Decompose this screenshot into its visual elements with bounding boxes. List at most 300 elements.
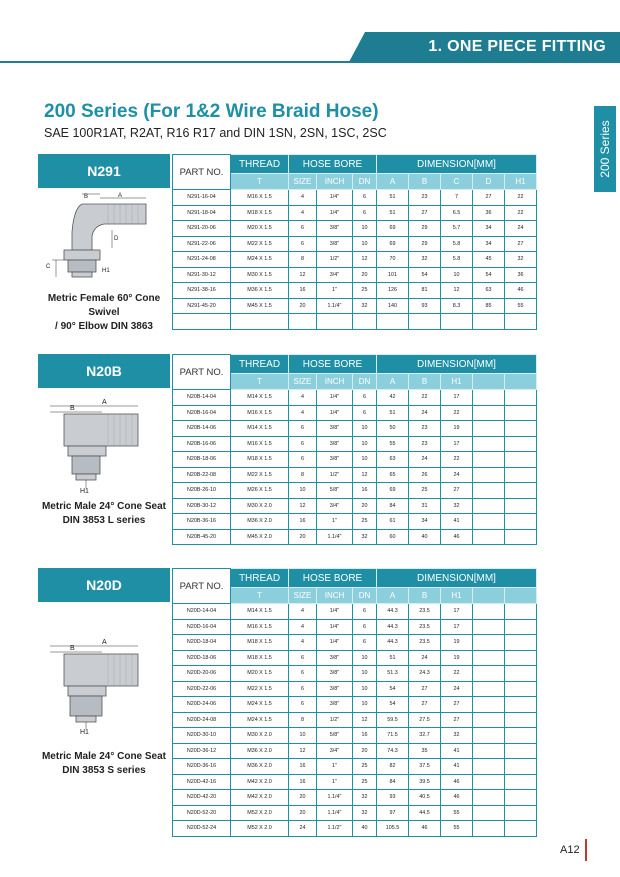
cell-inch: 3/8" bbox=[317, 236, 353, 252]
cell-dim-4 bbox=[473, 529, 505, 545]
cell-inch: 1/2" bbox=[317, 252, 353, 268]
cell-dim-1: 84 bbox=[377, 774, 409, 790]
cell-dim-1: 105.5 bbox=[377, 821, 409, 837]
description-line-2: DIN 3853 L series bbox=[62, 515, 146, 526]
cell-dn: 12 bbox=[353, 252, 377, 268]
cell-thread: M18 X 1.5 bbox=[231, 452, 289, 468]
cell-dim-5 bbox=[505, 604, 537, 620]
cell-dim-2: 27 bbox=[409, 205, 441, 221]
cell-dim-2: 25 bbox=[409, 483, 441, 499]
cell-dim-3: 19 bbox=[441, 421, 473, 437]
series-side-tab-label: 200 Series bbox=[598, 120, 612, 178]
cell-dn: 6 bbox=[353, 619, 377, 635]
table-row bbox=[173, 712, 537, 728]
cell-inch: 1.1/4" bbox=[317, 790, 353, 806]
table-row bbox=[173, 467, 537, 483]
cell-inch: 3/4" bbox=[317, 743, 353, 759]
col-part-no: PART NO. bbox=[173, 569, 231, 604]
cell-dim-1: 54 bbox=[377, 697, 409, 713]
cell-part-no: N291-45-20 bbox=[173, 298, 231, 314]
cell-dim-2: 35 bbox=[409, 743, 441, 759]
cell-dim-2: 29 bbox=[409, 221, 441, 237]
chapter-banner bbox=[365, 32, 620, 62]
cell-part-no: N291-22-06 bbox=[173, 236, 231, 252]
table-row bbox=[173, 390, 537, 406]
table-row bbox=[173, 436, 537, 452]
cell-part-no: N291-30-12 bbox=[173, 267, 231, 283]
table-row bbox=[173, 483, 537, 499]
cell-dim-5: 27 bbox=[505, 236, 537, 252]
page-subtitle: SAE 100R1AT, R2AT, R16 R17 and DIN 1SN, 2SN, 1SC, 2SC bbox=[44, 126, 387, 140]
cell-inch: 1" bbox=[317, 514, 353, 530]
cell-dim-2: 23 bbox=[409, 421, 441, 437]
cell-dim-1: 70 bbox=[377, 252, 409, 268]
cell-dim-3: 5.8 bbox=[441, 236, 473, 252]
model-label: N20B bbox=[38, 354, 170, 388]
cell-dn: 6 bbox=[353, 390, 377, 406]
cell-size: 4 bbox=[289, 635, 317, 651]
cell-thread: M42 X 2.0 bbox=[231, 774, 289, 790]
cell-dim-3: 24 bbox=[441, 467, 473, 483]
cell-thread: M16 X 1.5 bbox=[231, 190, 289, 206]
cell-dim-5 bbox=[505, 390, 537, 406]
cell-dim-5 bbox=[505, 697, 537, 713]
cell-thread: M18 X 1.5 bbox=[231, 205, 289, 221]
col-part-no: PART NO. bbox=[173, 355, 231, 390]
cell-dim-1: 63 bbox=[377, 452, 409, 468]
cell-dn: 6 bbox=[353, 635, 377, 651]
col-dn: DN bbox=[353, 374, 377, 390]
cell-dim-1: 42 bbox=[377, 390, 409, 406]
series-side-tab bbox=[594, 106, 616, 192]
dim-label-d: D bbox=[114, 236, 119, 242]
cell-dn: 16 bbox=[353, 728, 377, 744]
model-label: N20D bbox=[38, 568, 170, 602]
fitting-description bbox=[38, 750, 170, 778]
cell-thread: M24 X 1.5 bbox=[231, 252, 289, 268]
cell-thread: M26 X 1.5 bbox=[231, 483, 289, 499]
cell-dim-1: 44.3 bbox=[377, 635, 409, 651]
cell-dim-4: 63 bbox=[473, 283, 505, 299]
cell-dim-1 bbox=[377, 314, 409, 330]
col-dim-h1: H1 bbox=[441, 374, 473, 390]
cell-thread bbox=[231, 314, 289, 330]
cell-dim-2: 44.5 bbox=[409, 805, 441, 821]
cell-inch: 3/8" bbox=[317, 452, 353, 468]
cell-dim-2: 40 bbox=[409, 529, 441, 545]
cell-dim-2: 37.5 bbox=[409, 759, 441, 775]
cell-dim-1: 51 bbox=[377, 205, 409, 221]
footer-rule bbox=[585, 839, 587, 861]
cell-dim-5 bbox=[505, 314, 537, 330]
cell-dn: 12 bbox=[353, 467, 377, 483]
table-row bbox=[173, 759, 537, 775]
cell-part-no: N20D-36-12 bbox=[173, 743, 231, 759]
cell-size: 8 bbox=[289, 252, 317, 268]
cell-thread: M16 X 1.5 bbox=[231, 436, 289, 452]
cell-inch: 1/4" bbox=[317, 390, 353, 406]
cell-inch: 1/2" bbox=[317, 712, 353, 728]
cell-dim-3: 22 bbox=[441, 666, 473, 682]
cell-part-no: N20D-20-06 bbox=[173, 666, 231, 682]
cell-part-no: N20B-45-20 bbox=[173, 529, 231, 545]
cell-thread: M36 X 2.0 bbox=[231, 759, 289, 775]
cell-dn: 10 bbox=[353, 236, 377, 252]
cell-dim-3: 27 bbox=[441, 697, 473, 713]
cell-inch: 1/4" bbox=[317, 619, 353, 635]
cell-dim-5: 24 bbox=[505, 221, 537, 237]
cell-size: 8 bbox=[289, 712, 317, 728]
table-row bbox=[173, 821, 537, 837]
cell-dim-4: 27 bbox=[473, 190, 505, 206]
col-dim-b: B bbox=[409, 174, 441, 190]
cell-dim-1: 44.3 bbox=[377, 604, 409, 620]
cell-dim-5 bbox=[505, 436, 537, 452]
cell-size bbox=[289, 314, 317, 330]
table-row bbox=[173, 221, 537, 237]
cell-size: 16 bbox=[289, 283, 317, 299]
cell-dim-2: 23.5 bbox=[409, 604, 441, 620]
col-size: SIZE bbox=[289, 588, 317, 604]
cell-dim-4 bbox=[473, 483, 505, 499]
cell-dim-1: 69 bbox=[377, 221, 409, 237]
col-dim-h1: H1 bbox=[505, 174, 537, 190]
cell-dim-4 bbox=[473, 697, 505, 713]
col-size: SIZE bbox=[289, 174, 317, 190]
cell-thread: M42 X 2.0 bbox=[231, 790, 289, 806]
col-inch: INCH bbox=[317, 588, 353, 604]
cell-inch: 5/8" bbox=[317, 483, 353, 499]
cell-dim-4 bbox=[473, 774, 505, 790]
cell-dim-1: 51.3 bbox=[377, 666, 409, 682]
cell-inch: 1.1/2" bbox=[317, 821, 353, 837]
header-rule bbox=[0, 61, 620, 63]
cell-size: 4 bbox=[289, 205, 317, 221]
cell-inch: 3/8" bbox=[317, 681, 353, 697]
cell-dim-3: 27 bbox=[441, 483, 473, 499]
table-row bbox=[173, 452, 537, 468]
col-dim-empty bbox=[473, 374, 505, 390]
cell-size: 8 bbox=[289, 467, 317, 483]
cell-inch: 3/8" bbox=[317, 436, 353, 452]
cell-thread: M24 X 1.5 bbox=[231, 697, 289, 713]
table-row bbox=[173, 529, 537, 545]
cell-size: 6 bbox=[289, 666, 317, 682]
spec-table bbox=[172, 354, 537, 545]
model-label: N291 bbox=[38, 154, 170, 188]
table-row bbox=[173, 205, 537, 221]
cell-dim-4 bbox=[473, 728, 505, 744]
cell-dim-5 bbox=[505, 666, 537, 682]
cell-dim-2: 34 bbox=[409, 514, 441, 530]
table-row bbox=[173, 314, 537, 330]
cell-dn: 10 bbox=[353, 681, 377, 697]
page-number: A12 bbox=[560, 844, 580, 856]
cell-inch: 1/4" bbox=[317, 205, 353, 221]
cell-part-no: N291-24-08 bbox=[173, 252, 231, 268]
cell-thread: M52 X 2.0 bbox=[231, 805, 289, 821]
cell-dn: 6 bbox=[353, 405, 377, 421]
cell-inch: 1.1/4" bbox=[317, 805, 353, 821]
cell-dim-4 bbox=[473, 467, 505, 483]
dim-label-b: B bbox=[84, 194, 89, 200]
cell-dn: 10 bbox=[353, 421, 377, 437]
cell-dim-2: 40.5 bbox=[409, 790, 441, 806]
section-n20d bbox=[38, 568, 582, 833]
cell-dim-2: 27 bbox=[409, 681, 441, 697]
cell-dim-2: 23.5 bbox=[409, 619, 441, 635]
cell-dim-1: 69 bbox=[377, 483, 409, 499]
cell-dim-2 bbox=[409, 314, 441, 330]
cell-size: 20 bbox=[289, 298, 317, 314]
cell-size: 20 bbox=[289, 529, 317, 545]
cell-dim-5: 22 bbox=[505, 205, 537, 221]
cell-size: 12 bbox=[289, 498, 317, 514]
cell-dn: 16 bbox=[353, 483, 377, 499]
cell-part-no: N20D-18-06 bbox=[173, 650, 231, 666]
cell-size: 6 bbox=[289, 421, 317, 437]
table-row bbox=[173, 728, 537, 744]
cell-dim-2: 24 bbox=[409, 405, 441, 421]
cell-dim-2: 93 bbox=[409, 298, 441, 314]
col-dim-d: D bbox=[473, 174, 505, 190]
cell-part-no: N20D-42-16 bbox=[173, 774, 231, 790]
cell-dim-4: 34 bbox=[473, 236, 505, 252]
col-dim-a: A bbox=[377, 588, 409, 604]
cell-thread: M30 X 2.0 bbox=[231, 728, 289, 744]
cell-inch: 1" bbox=[317, 759, 353, 775]
cell-dim-5 bbox=[505, 405, 537, 421]
cell-dim-4 bbox=[473, 619, 505, 635]
cell-dim-5 bbox=[505, 529, 537, 545]
cell-thread: M36 X 2.0 bbox=[231, 514, 289, 530]
cell-size: 6 bbox=[289, 650, 317, 666]
cell-dim-4 bbox=[473, 498, 505, 514]
cell-size: 4 bbox=[289, 190, 317, 206]
cell-part-no: N20B-14-04 bbox=[173, 390, 231, 406]
cell-dim-1: 55 bbox=[377, 436, 409, 452]
cell-dim-4 bbox=[473, 452, 505, 468]
cell-dn: 6 bbox=[353, 604, 377, 620]
cell-dim-4 bbox=[473, 405, 505, 421]
cell-thread: M18 X 1.5 bbox=[231, 635, 289, 651]
cell-part-no: N20B-30-12 bbox=[173, 498, 231, 514]
cell-dim-5 bbox=[505, 483, 537, 499]
cell-dim-5 bbox=[505, 759, 537, 775]
cell-dim-4 bbox=[473, 743, 505, 759]
cell-size: 16 bbox=[289, 774, 317, 790]
fitting-description bbox=[38, 292, 170, 334]
cell-dim-1: 82 bbox=[377, 759, 409, 775]
cell-dim-1: 140 bbox=[377, 298, 409, 314]
cell-size: 6 bbox=[289, 697, 317, 713]
cell-dim-5 bbox=[505, 467, 537, 483]
cell-thread: M14 X 1.5 bbox=[231, 421, 289, 437]
cell-inch: 1/4" bbox=[317, 190, 353, 206]
col-size: SIZE bbox=[289, 374, 317, 390]
cell-dim-2: 24.3 bbox=[409, 666, 441, 682]
cell-inch: 3/8" bbox=[317, 221, 353, 237]
col-dimension: DIMENSION[MM] bbox=[377, 569, 537, 588]
cell-dim-4: 34 bbox=[473, 221, 505, 237]
table-row bbox=[173, 190, 537, 206]
cell-dn: 25 bbox=[353, 759, 377, 775]
cell-dim-5 bbox=[505, 650, 537, 666]
cell-part-no: N20B-14-06 bbox=[173, 421, 231, 437]
cell-dim-1: 71.5 bbox=[377, 728, 409, 744]
cell-dim-1: 51 bbox=[377, 190, 409, 206]
cell-inch: 3/8" bbox=[317, 666, 353, 682]
cell-dim-2: 24 bbox=[409, 650, 441, 666]
cell-dn: 10 bbox=[353, 697, 377, 713]
cell-part-no: N20D-16-04 bbox=[173, 619, 231, 635]
spec-table bbox=[172, 154, 537, 330]
cell-inch: 1/4" bbox=[317, 635, 353, 651]
cell-size: 20 bbox=[289, 805, 317, 821]
cell-dim-2: 29 bbox=[409, 236, 441, 252]
cell-dim-4: 85 bbox=[473, 298, 505, 314]
cell-dim-1: 126 bbox=[377, 283, 409, 299]
col-thread-t: T bbox=[231, 174, 289, 190]
cell-dim-1: 54 bbox=[377, 681, 409, 697]
cell-dn: 6 bbox=[353, 190, 377, 206]
cell-dim-4 bbox=[473, 790, 505, 806]
cell-part-no: N20B-26-10 bbox=[173, 483, 231, 499]
cell-dim-3: 32 bbox=[441, 728, 473, 744]
page-title: 200 Series (For 1&2 Wire Braid Hose) bbox=[44, 101, 379, 122]
cell-dim-1: 65 bbox=[377, 467, 409, 483]
cell-inch: 3/4" bbox=[317, 498, 353, 514]
cell-dim-2: 22 bbox=[409, 390, 441, 406]
dim-label-h1: H1 bbox=[80, 488, 89, 494]
cell-size: 16 bbox=[289, 514, 317, 530]
cell-part-no: N20B-16-04 bbox=[173, 405, 231, 421]
cell-dn: 25 bbox=[353, 514, 377, 530]
cell-size: 24 bbox=[289, 821, 317, 837]
table-row bbox=[173, 236, 537, 252]
cell-part-no: N20D-24-08 bbox=[173, 712, 231, 728]
cell-size: 6 bbox=[289, 221, 317, 237]
cell-dim-5 bbox=[505, 821, 537, 837]
col-inch: INCH bbox=[317, 374, 353, 390]
cell-dim-5 bbox=[505, 681, 537, 697]
col-dim-empty bbox=[505, 588, 537, 604]
cell-dim-4 bbox=[473, 604, 505, 620]
table-row bbox=[173, 743, 537, 759]
cell-size: 6 bbox=[289, 681, 317, 697]
cell-thread: M18 X 1.5 bbox=[231, 650, 289, 666]
cell-thread: M14 X 1.5 bbox=[231, 604, 289, 620]
col-dim-empty bbox=[505, 374, 537, 390]
cell-size: 6 bbox=[289, 236, 317, 252]
col-dim-h1: H1 bbox=[441, 588, 473, 604]
cell-dim-2: 23 bbox=[409, 190, 441, 206]
cell-inch: 1/2" bbox=[317, 467, 353, 483]
cell-dim-3: 5.8 bbox=[441, 252, 473, 268]
cell-part-no bbox=[173, 314, 231, 330]
male-fitting-drawing-s bbox=[42, 634, 166, 734]
cell-part-no: N20B-22-08 bbox=[173, 467, 231, 483]
cell-dim-3: 17 bbox=[441, 619, 473, 635]
cell-dim-2: 23 bbox=[409, 436, 441, 452]
cell-dim-1: 84 bbox=[377, 498, 409, 514]
cell-dim-3 bbox=[441, 314, 473, 330]
cell-part-no: N20B-18-06 bbox=[173, 452, 231, 468]
cell-thread: M36 X 1.5 bbox=[231, 283, 289, 299]
cell-dn: 10 bbox=[353, 221, 377, 237]
dim-label-a: A bbox=[102, 639, 107, 646]
cell-dim-3: 46 bbox=[441, 529, 473, 545]
col-hose-bore: HOSE BORE bbox=[289, 155, 377, 174]
cell-part-no: N20D-36-16 bbox=[173, 759, 231, 775]
cell-dim-1: 69 bbox=[377, 236, 409, 252]
cell-thread: M22 X 1.5 bbox=[231, 681, 289, 697]
col-dimension: DIMENSION[MM] bbox=[377, 355, 537, 374]
cell-inch: 1/4" bbox=[317, 405, 353, 421]
cell-dn: 10 bbox=[353, 666, 377, 682]
cell-part-no: N291-16-04 bbox=[173, 190, 231, 206]
cell-dn: 12 bbox=[353, 712, 377, 728]
cell-dim-5 bbox=[505, 774, 537, 790]
table-row bbox=[173, 697, 537, 713]
table-row bbox=[173, 790, 537, 806]
cell-dim-5 bbox=[505, 452, 537, 468]
cell-size: 6 bbox=[289, 436, 317, 452]
cell-size: 20 bbox=[289, 790, 317, 806]
cell-part-no: N20B-16-06 bbox=[173, 436, 231, 452]
cell-part-no: N20D-24-06 bbox=[173, 697, 231, 713]
cell-part-no: N20D-42-20 bbox=[173, 790, 231, 806]
cell-dim-2: 26 bbox=[409, 467, 441, 483]
description-line-2: / 90° Elbow DIN 3863 bbox=[55, 321, 153, 332]
cell-dim-1: 101 bbox=[377, 267, 409, 283]
cell-dim-3: 55 bbox=[441, 821, 473, 837]
cell-dim-3: 8.3 bbox=[441, 298, 473, 314]
cell-dim-3: 24 bbox=[441, 681, 473, 697]
cell-dim-5 bbox=[505, 805, 537, 821]
cell-dn: 20 bbox=[353, 498, 377, 514]
description-line-1: Metric Male 24° Cone Seat bbox=[41, 751, 167, 762]
cell-dn: 32 bbox=[353, 790, 377, 806]
cell-dim-1: 44.3 bbox=[377, 619, 409, 635]
cell-dim-5 bbox=[505, 421, 537, 437]
cell-dim-1: 61 bbox=[377, 514, 409, 530]
cell-size: 12 bbox=[289, 743, 317, 759]
cell-dim-3: 22 bbox=[441, 452, 473, 468]
cell-part-no: N20D-18-04 bbox=[173, 635, 231, 651]
cell-dn: 25 bbox=[353, 283, 377, 299]
table-row bbox=[173, 635, 537, 651]
cell-thread: M52 X 2.0 bbox=[231, 821, 289, 837]
cell-inch: 3/8" bbox=[317, 650, 353, 666]
col-dn: DN bbox=[353, 588, 377, 604]
cell-dim-5 bbox=[505, 635, 537, 651]
description-line-2: DIN 3853 S series bbox=[62, 765, 146, 776]
cell-part-no: N20D-52-20 bbox=[173, 805, 231, 821]
cell-part-no: N20B-36-16 bbox=[173, 514, 231, 530]
cell-dim-3: 19 bbox=[441, 650, 473, 666]
cell-thread: M36 X 2.0 bbox=[231, 743, 289, 759]
cell-dim-1: 74.3 bbox=[377, 743, 409, 759]
col-part-no: PART NO. bbox=[173, 155, 231, 190]
fitting-description bbox=[38, 500, 170, 528]
table-row bbox=[173, 604, 537, 620]
table-row bbox=[173, 666, 537, 682]
cell-dn bbox=[353, 314, 377, 330]
col-dn: DN bbox=[353, 174, 377, 190]
cell-dn: 32 bbox=[353, 298, 377, 314]
cell-dim-5: 22 bbox=[505, 190, 537, 206]
